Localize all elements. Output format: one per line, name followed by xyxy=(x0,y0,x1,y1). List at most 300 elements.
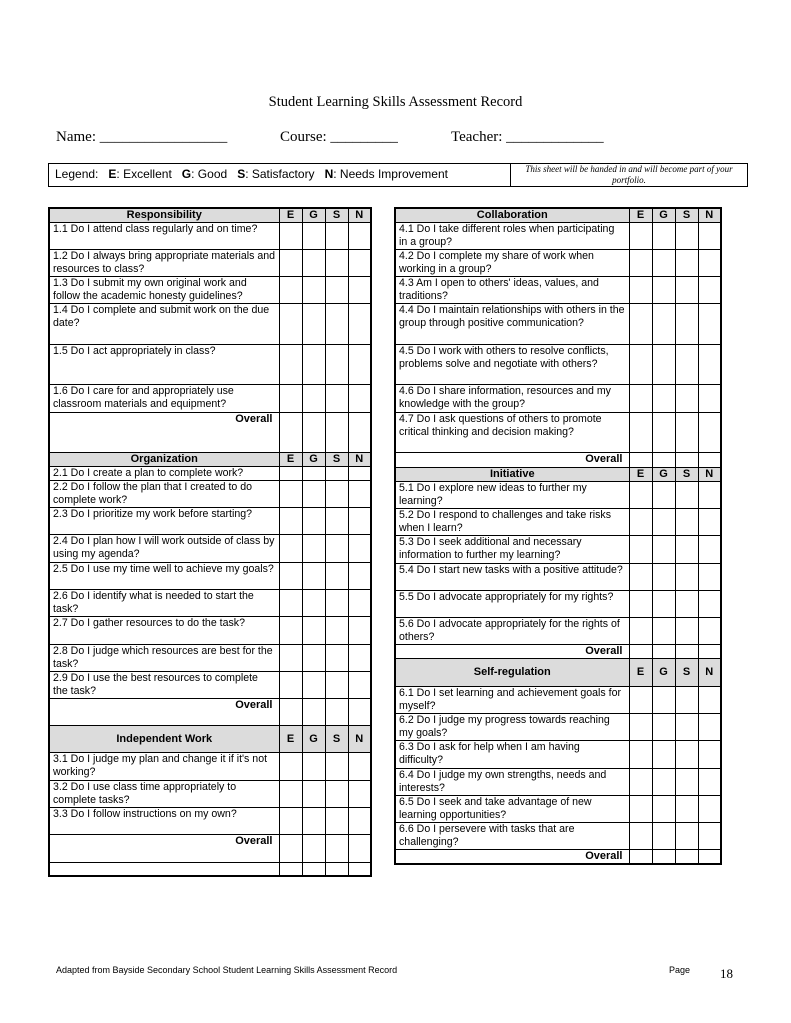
grade-cell[interactable] xyxy=(302,481,325,508)
grade-cell[interactable] xyxy=(652,796,675,823)
grade-cell[interactable] xyxy=(652,277,675,304)
grade-cell[interactable] xyxy=(629,591,652,618)
legend-box xyxy=(48,163,748,187)
grade-cell[interactable] xyxy=(325,535,348,563)
grade-cell[interactable] xyxy=(348,781,371,808)
table-row xyxy=(49,808,371,835)
grade-cell[interactable] xyxy=(302,781,325,808)
grade-cell[interactable] xyxy=(325,699,348,726)
grade-cell[interactable] xyxy=(652,385,675,413)
grade-cell xyxy=(302,863,325,876)
grade-cell[interactable] xyxy=(348,467,371,481)
section-header-selfreg xyxy=(395,659,721,687)
grade-cell[interactable] xyxy=(698,304,721,345)
skill-question: 5.4 Do I start new tasks with a positive attitude? xyxy=(395,564,629,591)
table-row xyxy=(395,345,721,385)
grade-cell[interactable] xyxy=(302,753,325,781)
grade-cell[interactable] xyxy=(325,413,348,453)
grade-cell[interactable] xyxy=(348,250,371,277)
grade-cell[interactable] xyxy=(279,345,302,385)
table-row xyxy=(395,304,721,345)
table-row xyxy=(395,591,721,618)
grade-header: N xyxy=(698,468,721,482)
grade-cell[interactable] xyxy=(279,699,302,726)
skill-question: 4.2 Do I complete my share of work when working in a group? xyxy=(395,250,629,277)
grade-cell[interactable] xyxy=(279,563,302,590)
grade-cell[interactable] xyxy=(629,413,652,453)
overall-row-organization xyxy=(49,699,371,726)
grade-header: N xyxy=(698,659,721,687)
table-row xyxy=(395,536,721,564)
section-header-independent xyxy=(49,726,371,753)
skill-question: 4.7 Do I ask questions of others to promote critical thinking and decision making? xyxy=(395,413,629,453)
grade-cell[interactable] xyxy=(698,645,721,659)
grade-cell[interactable] xyxy=(348,385,371,413)
skill-question: 2.2 Do I follow the plan that I created to do complete work? xyxy=(49,481,279,508)
grade-cell[interactable] xyxy=(698,223,721,250)
grade-cell[interactable] xyxy=(325,781,348,808)
grade-header: N xyxy=(348,453,371,467)
grade-cell[interactable] xyxy=(675,741,698,769)
table-row xyxy=(49,508,371,535)
grade-cell[interactable] xyxy=(302,223,325,250)
grade-cell[interactable] xyxy=(279,590,302,617)
table-row xyxy=(49,590,371,617)
grade-cell[interactable] xyxy=(652,509,675,536)
grade-cell[interactable] xyxy=(675,277,698,304)
grade-cell[interactable] xyxy=(652,769,675,796)
grade-cell[interactable] xyxy=(302,385,325,413)
grade-cell[interactable] xyxy=(325,563,348,590)
grade-cell[interactable] xyxy=(279,535,302,563)
skill-question: 6.5 Do I seek and take advantage of new learning opportunities? xyxy=(395,796,629,823)
grade-cell[interactable] xyxy=(348,481,371,508)
table-row xyxy=(49,345,371,385)
overall-row-initiative xyxy=(395,645,721,659)
grade-cell[interactable] xyxy=(675,509,698,536)
grade-cell[interactable] xyxy=(698,714,721,741)
grade-cell[interactable] xyxy=(675,850,698,865)
grade-cell[interactable] xyxy=(675,385,698,413)
grade-header: S xyxy=(675,208,698,223)
grade-cell[interactable] xyxy=(279,835,302,863)
grade-cell[interactable] xyxy=(698,482,721,509)
grade-cell[interactable] xyxy=(348,645,371,672)
grade-cell[interactable] xyxy=(325,467,348,481)
grade-cell[interactable] xyxy=(348,413,371,453)
overall-row-collaboration xyxy=(395,453,721,468)
grade-cell[interactable] xyxy=(325,645,348,672)
grade-cell xyxy=(279,863,302,876)
grade-cell[interactable] xyxy=(279,413,302,453)
grade-header: E xyxy=(629,659,652,687)
grade-cell[interactable] xyxy=(279,304,302,345)
grade-cell[interactable] xyxy=(302,617,325,645)
grade-cell[interactable] xyxy=(279,672,302,699)
grade-cell[interactable] xyxy=(348,699,371,726)
grade-cell[interactable] xyxy=(302,508,325,535)
grade-cell[interactable] xyxy=(629,223,652,250)
grade-cell[interactable] xyxy=(698,453,721,468)
table-row xyxy=(395,618,721,645)
grade-cell[interactable] xyxy=(698,250,721,277)
grade-cell[interactable] xyxy=(302,645,325,672)
blank-row xyxy=(49,863,371,876)
grade-cell[interactable] xyxy=(629,277,652,304)
grade-cell[interactable] xyxy=(698,687,721,714)
grade-cell[interactable] xyxy=(675,536,698,564)
section-title: Independent Work xyxy=(49,726,279,753)
grade-cell[interactable] xyxy=(325,508,348,535)
grade-cell[interactable] xyxy=(279,250,302,277)
grade-cell[interactable] xyxy=(675,687,698,714)
grade-cell[interactable] xyxy=(652,223,675,250)
table-row xyxy=(395,482,721,509)
grade-cell[interactable] xyxy=(348,563,371,590)
grade-cell[interactable] xyxy=(698,741,721,769)
grade-cell[interactable] xyxy=(675,618,698,645)
grade-cell[interactable] xyxy=(629,385,652,413)
skill-question: 1.3 Do I submit my own original work and follow the academic honesty guidelines? xyxy=(49,277,279,304)
skill-question: 2.4 Do I plan how I will work outside of class by using my agenda? xyxy=(49,535,279,563)
grade-cell[interactable] xyxy=(675,304,698,345)
grade-cell[interactable] xyxy=(302,835,325,863)
grade-cell[interactable] xyxy=(302,590,325,617)
table-row xyxy=(49,617,371,645)
overall-label: Overall xyxy=(49,835,279,863)
grade-cell[interactable] xyxy=(302,304,325,345)
overall-label: Overall xyxy=(395,453,629,468)
grade-cell[interactable] xyxy=(675,564,698,591)
grade-cell[interactable] xyxy=(675,345,698,385)
grade-cell[interactable] xyxy=(302,467,325,481)
skill-question: 1.1 Do I attend class regularly and on time? xyxy=(49,223,279,250)
grade-cell[interactable] xyxy=(698,509,721,536)
grade-cell xyxy=(348,863,371,876)
table-row xyxy=(395,741,721,769)
table-row xyxy=(395,250,721,277)
grade-cell[interactable] xyxy=(675,453,698,468)
grade-cell[interactable] xyxy=(302,413,325,453)
page-number: 18 xyxy=(720,966,733,981)
grade-cell[interactable] xyxy=(698,564,721,591)
table-row xyxy=(395,509,721,536)
grade-cell[interactable] xyxy=(675,714,698,741)
grade-header: E xyxy=(629,468,652,482)
table-row xyxy=(395,385,721,413)
grade-cell[interactable] xyxy=(629,250,652,277)
grade-cell[interactable] xyxy=(325,385,348,413)
skill-question: 5.6 Do I advocate appropriately for the rights of others? xyxy=(395,618,629,645)
grade-cell[interactable] xyxy=(698,536,721,564)
grade-header: N xyxy=(348,726,371,753)
grade-cell[interactable] xyxy=(348,835,371,863)
grade-cell[interactable] xyxy=(302,563,325,590)
table-row xyxy=(49,277,371,304)
grade-cell[interactable] xyxy=(652,304,675,345)
grade-cell[interactable] xyxy=(348,223,371,250)
grade-cell[interactable] xyxy=(629,304,652,345)
grade-cell[interactable] xyxy=(325,753,348,781)
skill-question: 2.7 Do I gather resources to do the task? xyxy=(49,617,279,645)
grade-header: S xyxy=(325,453,348,467)
section-header-collaboration xyxy=(395,208,721,223)
overall-row-responsibility xyxy=(49,413,371,453)
grade-cell[interactable] xyxy=(348,590,371,617)
table-row xyxy=(49,753,371,781)
section-title: Initiative xyxy=(395,468,629,482)
grade-cell[interactable] xyxy=(698,413,721,453)
grade-cell[interactable] xyxy=(325,481,348,508)
grade-cell[interactable] xyxy=(652,482,675,509)
grade-cell[interactable] xyxy=(348,672,371,699)
overall-row-selfreg xyxy=(395,850,721,865)
course-field[interactable]: Course: _________ xyxy=(280,129,398,145)
page-title: Student Learning Skills Assessment Record xyxy=(268,94,523,110)
skill-question: 6.6 Do I persevere with tasks that are challenging? xyxy=(395,823,629,850)
grade-cell[interactable] xyxy=(698,277,721,304)
grade-cell[interactable] xyxy=(675,645,698,659)
grade-cell[interactable] xyxy=(279,753,302,781)
portfolio-note: This sheet will be handed in and will become part of your portfolio. xyxy=(525,164,733,185)
grade-cell[interactable] xyxy=(675,591,698,618)
table-row xyxy=(395,823,721,850)
grade-cell[interactable] xyxy=(698,769,721,796)
grade-cell[interactable] xyxy=(629,345,652,385)
grade-cell[interactable] xyxy=(629,618,652,645)
overall-label: Overall xyxy=(395,850,629,865)
grade-cell[interactable] xyxy=(629,536,652,564)
grade-cell[interactable] xyxy=(325,808,348,835)
grade-cell[interactable] xyxy=(629,741,652,769)
section-header-organization xyxy=(49,453,371,467)
grade-cell[interactable] xyxy=(348,304,371,345)
grade-cell[interactable] xyxy=(348,535,371,563)
grade-header: S xyxy=(325,208,348,223)
grade-cell[interactable] xyxy=(279,467,302,481)
grade-cell[interactable] xyxy=(279,617,302,645)
student-info-fields xyxy=(56,129,604,146)
grade-cell[interactable] xyxy=(629,850,652,865)
grade-cell[interactable] xyxy=(698,618,721,645)
grade-cell[interactable] xyxy=(652,250,675,277)
overall-label: Overall xyxy=(49,413,279,453)
table-row xyxy=(395,796,721,823)
grade-cell[interactable] xyxy=(698,850,721,865)
grade-cell[interactable] xyxy=(652,591,675,618)
grade-cell xyxy=(325,863,348,876)
grade-cell[interactable] xyxy=(652,536,675,564)
grade-cell[interactable] xyxy=(629,453,652,468)
grade-cell[interactable] xyxy=(698,345,721,385)
grade-cell[interactable] xyxy=(675,796,698,823)
grade-cell[interactable] xyxy=(302,535,325,563)
grade-header: G xyxy=(652,468,675,482)
grade-cell[interactable] xyxy=(302,699,325,726)
legend-keys: Legend: E: Excellent G: Good S: Satisfactory N: Needs Improvement xyxy=(49,164,511,186)
skill-question: 5.5 Do I advocate appropriately for my rights? xyxy=(395,591,629,618)
grade-cell[interactable] xyxy=(325,277,348,304)
grade-cell[interactable] xyxy=(279,223,302,250)
section-title: Responsibility xyxy=(49,208,279,223)
table-row xyxy=(49,385,371,413)
grade-cell[interactable] xyxy=(302,277,325,304)
grade-header: E xyxy=(279,208,302,223)
skill-question: 2.1 Do I create a plan to complete work? xyxy=(49,467,279,481)
grade-header: G xyxy=(302,208,325,223)
grade-cell[interactable] xyxy=(675,413,698,453)
grade-cell[interactable] xyxy=(279,277,302,304)
grade-cell[interactable] xyxy=(279,508,302,535)
table-row xyxy=(395,223,721,250)
grade-header: S xyxy=(675,659,698,687)
grade-header: S xyxy=(675,468,698,482)
grade-cell[interactable] xyxy=(652,413,675,453)
grade-header: G xyxy=(302,453,325,467)
grade-cell[interactable] xyxy=(325,223,348,250)
section-header-initiative xyxy=(395,468,721,482)
grade-cell[interactable] xyxy=(652,618,675,645)
grade-cell[interactable] xyxy=(348,508,371,535)
skill-question: 3.2 Do I use class time appropriately to complete tasks? xyxy=(49,781,279,808)
left-assessment-table xyxy=(48,207,372,877)
grade-cell[interactable] xyxy=(348,808,371,835)
blank-cell xyxy=(49,863,279,876)
grade-cell[interactable] xyxy=(675,250,698,277)
grade-cell[interactable] xyxy=(698,385,721,413)
grade-cell[interactable] xyxy=(302,672,325,699)
table-row xyxy=(49,781,371,808)
skill-question: 2.6 Do I identify what is needed to start the task? xyxy=(49,590,279,617)
grade-cell[interactable] xyxy=(302,808,325,835)
grade-cell[interactable] xyxy=(629,769,652,796)
grade-cell[interactable] xyxy=(629,482,652,509)
overall-row-independent xyxy=(49,835,371,863)
grade-cell[interactable] xyxy=(325,304,348,345)
skill-question: 1.2 Do I always bring appropriate materials and resources to class? xyxy=(49,250,279,277)
skill-question: 2.3 Do I prioritize my work before starting? xyxy=(49,508,279,535)
grade-cell[interactable] xyxy=(698,591,721,618)
grade-cell[interactable] xyxy=(279,808,302,835)
grade-cell[interactable] xyxy=(652,850,675,865)
grade-cell[interactable] xyxy=(675,223,698,250)
overall-label: Overall xyxy=(49,699,279,726)
grade-cell[interactable] xyxy=(279,385,302,413)
grade-cell[interactable] xyxy=(698,823,721,850)
grade-cell[interactable] xyxy=(279,645,302,672)
grade-cell[interactable] xyxy=(675,769,698,796)
grade-cell[interactable] xyxy=(325,250,348,277)
grade-header: N xyxy=(348,208,371,223)
table-row xyxy=(395,277,721,304)
grade-cell[interactable] xyxy=(279,781,302,808)
skill-question: 1.4 Do I complete and submit work on the due date? xyxy=(49,304,279,345)
grade-header: E xyxy=(279,453,302,467)
grade-cell[interactable] xyxy=(629,796,652,823)
grade-cell[interactable] xyxy=(325,617,348,645)
footer-note: Adapted from Bayside Secondary School Student Learning Skills Assessment Record xyxy=(56,965,398,975)
grade-cell[interactable] xyxy=(675,823,698,850)
table-row xyxy=(395,769,721,796)
grade-cell[interactable] xyxy=(325,345,348,385)
grade-cell[interactable] xyxy=(348,277,371,304)
grade-cell[interactable] xyxy=(279,481,302,508)
grade-cell[interactable] xyxy=(652,741,675,769)
skill-question: 6.3 Do I ask for help when I am having difficulty? xyxy=(395,741,629,769)
skill-question: 4.5 Do I work with others to resolve conflicts, problems solve and negotiate with others? xyxy=(395,345,629,385)
table-row xyxy=(49,563,371,590)
table-row xyxy=(395,714,721,741)
grade-header: E xyxy=(629,208,652,223)
grade-cell[interactable] xyxy=(348,345,371,385)
grade-cell[interactable] xyxy=(652,645,675,659)
skill-question: 4.4 Do I maintain relationships with others in the group through positive communication? xyxy=(395,304,629,345)
footer-page-label: Page xyxy=(669,965,691,975)
grade-cell[interactable] xyxy=(652,687,675,714)
grade-header: N xyxy=(698,208,721,223)
grade-cell[interactable] xyxy=(698,796,721,823)
section-title: Organization xyxy=(49,453,279,467)
grade-header: G xyxy=(652,208,675,223)
grade-cell[interactable] xyxy=(652,823,675,850)
grade-cell[interactable] xyxy=(629,564,652,591)
section-title: Self-regulation xyxy=(395,659,629,687)
table-row xyxy=(49,481,371,508)
grade-cell[interactable] xyxy=(629,645,652,659)
skill-question: 4.1 Do I take different roles when participating in a group? xyxy=(395,223,629,250)
grade-cell[interactable] xyxy=(629,687,652,714)
teacher-field[interactable]: Teacher: _____________ xyxy=(451,129,604,145)
grade-cell[interactable] xyxy=(675,482,698,509)
grade-cell[interactable] xyxy=(629,823,652,850)
name-field[interactable]: Name: _________________ xyxy=(56,129,228,145)
grade-header: G xyxy=(302,726,325,753)
table-row xyxy=(395,413,721,453)
section-header-responsibility xyxy=(49,208,371,223)
skill-question: 3.1 Do I judge my plan and change it if it's not working? xyxy=(49,753,279,781)
grade-cell[interactable] xyxy=(629,714,652,741)
skill-question: 3.3 Do I follow instructions on my own? xyxy=(49,808,279,835)
skill-question: 4.6 Do I share information, resources and my knowledge with the group? xyxy=(395,385,629,413)
grade-cell[interactable] xyxy=(325,835,348,863)
skill-question: 1.6 Do I care for and appropriately use classroom materials and equipment? xyxy=(49,385,279,413)
table-row xyxy=(49,304,371,345)
skill-question: 5.2 Do I respond to challenges and take risks when I learn? xyxy=(395,509,629,536)
grade-cell[interactable] xyxy=(652,714,675,741)
table-row xyxy=(49,467,371,481)
grade-cell[interactable] xyxy=(325,590,348,617)
right-assessment-table xyxy=(394,207,722,865)
skill-question: 2.5 Do I use my time well to achieve my goals? xyxy=(49,563,279,590)
grade-header: E xyxy=(279,726,302,753)
grade-cell[interactable] xyxy=(302,250,325,277)
grade-cell[interactable] xyxy=(325,672,348,699)
grade-cell[interactable] xyxy=(302,345,325,385)
grade-cell[interactable] xyxy=(348,753,371,781)
grade-cell[interactable] xyxy=(652,564,675,591)
skill-question: 2.9 Do I use the best resources to complete the task? xyxy=(49,672,279,699)
grade-cell[interactable] xyxy=(652,453,675,468)
grade-cell[interactable] xyxy=(652,345,675,385)
grade-cell[interactable] xyxy=(629,509,652,536)
skill-question: 2.8 Do I judge which resources are best for the task? xyxy=(49,645,279,672)
grade-header: G xyxy=(652,659,675,687)
grade-cell[interactable] xyxy=(348,617,371,645)
skill-question: 4.3 Am I open to others' ideas, values, and traditions? xyxy=(395,277,629,304)
skill-question: 1.5 Do I act appropriately in class? xyxy=(49,345,279,385)
table-row xyxy=(49,535,371,563)
table-row xyxy=(395,687,721,714)
